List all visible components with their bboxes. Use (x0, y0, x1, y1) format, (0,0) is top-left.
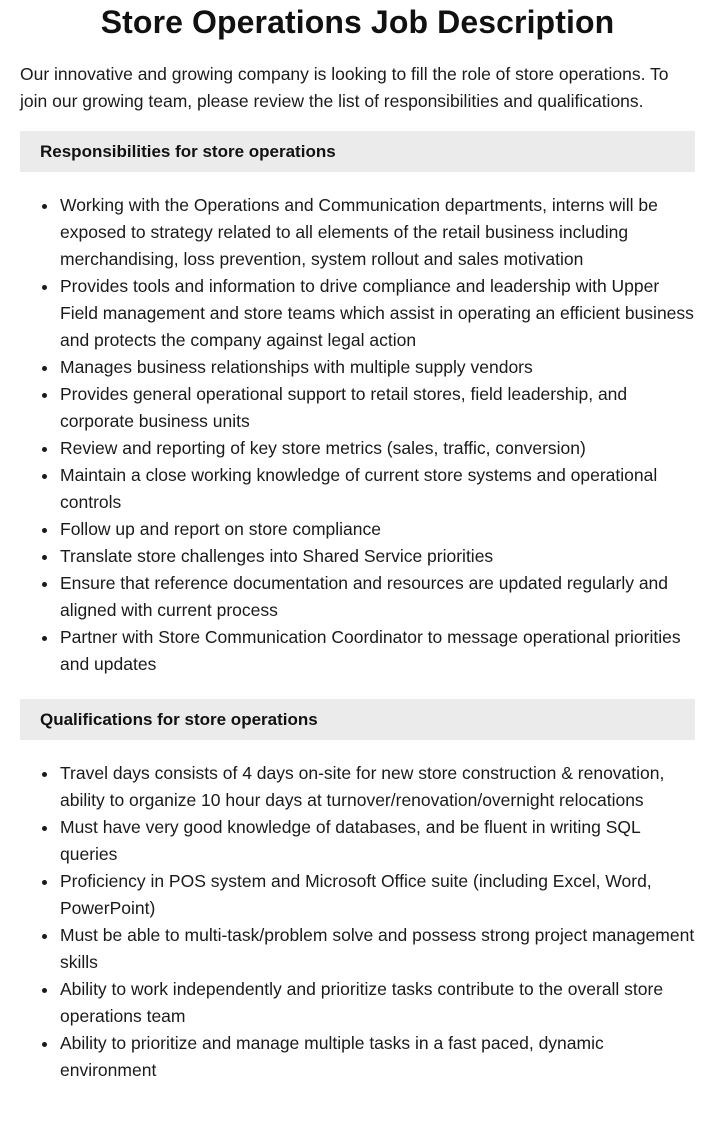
list-item: Ability to prioritize and manage multiple tasks in a fast paced, dynamic environment (60, 1030, 695, 1084)
bullet-icon (42, 582, 47, 587)
bullet-icon (42, 447, 47, 452)
qualifications-header (20, 699, 695, 740)
list-item: Must have very good knowledge of databases, and be fluent in writing SQL queries (60, 814, 695, 868)
intro-paragraph: Our innovative and growing company is looking to fill the role of store operations. To join our growing team, please review the list of responsibilities and qualifications. (20, 64, 669, 111)
bullet-icon (42, 204, 47, 209)
bullet-icon (42, 934, 47, 939)
list-item: Review and reporting of key store metrics (sales, traffic, conversion) (60, 435, 695, 462)
responsibilities-section (20, 131, 695, 678)
page-title: Store Operations Job Description (100, 4, 615, 40)
list-item: Provides general operational support to retail stores, field leadership, and corporate business units (60, 381, 695, 435)
responsibilities-header (20, 131, 695, 172)
bullet-icon (42, 555, 47, 560)
bullet-icon (42, 528, 47, 533)
list-item: Manages business relationships with multiple supply vendors (60, 354, 695, 381)
bullet-icon (42, 474, 47, 479)
bullet-icon (42, 366, 47, 371)
bullet-icon (42, 636, 47, 641)
qualifications-heading: Qualifications for store operations (40, 709, 318, 729)
qualifications-list (20, 760, 695, 1084)
bullet-icon (42, 772, 47, 777)
list-item: Partner with Store Communication Coordinator to message operational priorities and updates (60, 624, 695, 678)
section-spacer (20, 678, 695, 683)
bullet-icon (42, 988, 47, 993)
list-item: Ability to work independently and prioritize tasks contribute to the overall store operations team (60, 976, 695, 1030)
list-item: Must be able to multi-task/problem solve and possess strong project management skills (60, 922, 695, 976)
list-item: Follow up and report on store compliance (60, 516, 695, 543)
bullet-icon (42, 1042, 47, 1047)
bullet-icon (42, 285, 47, 290)
bullet-icon (42, 826, 47, 831)
responsibilities-heading: Responsibilities for store operations (40, 141, 336, 161)
list-item: Working with the Operations and Communication departments, interns will be exposed to strategy related to all elements of the retail business including merchandising, loss prevention, system rollout and sales motivation (60, 192, 695, 273)
list-item: Travel days consists of 4 days on-site for new store construction & renovation, ability to organize 10 hour days at turnover/renovation/overnight relocations (60, 760, 695, 814)
list-item: Translate store challenges into Shared Service priorities (60, 543, 695, 570)
qualifications-section (20, 699, 695, 1084)
list-item: Maintain a close working knowledge of current store systems and operational controls (60, 462, 695, 516)
bullet-icon (42, 393, 47, 398)
list-item: Proficiency in POS system and Microsoft Office suite (including Excel, Word, PowerPoint) (60, 868, 695, 922)
list-item: Ensure that reference documentation and resources are updated regularly and aligned with current process (60, 570, 695, 624)
responsibilities-list (20, 192, 695, 678)
list-item: Provides tools and information to drive compliance and leadership with Upper Field management and store teams which assist in operating an efficient business and protects the company against legal action (60, 273, 695, 354)
bullet-icon (42, 880, 47, 885)
